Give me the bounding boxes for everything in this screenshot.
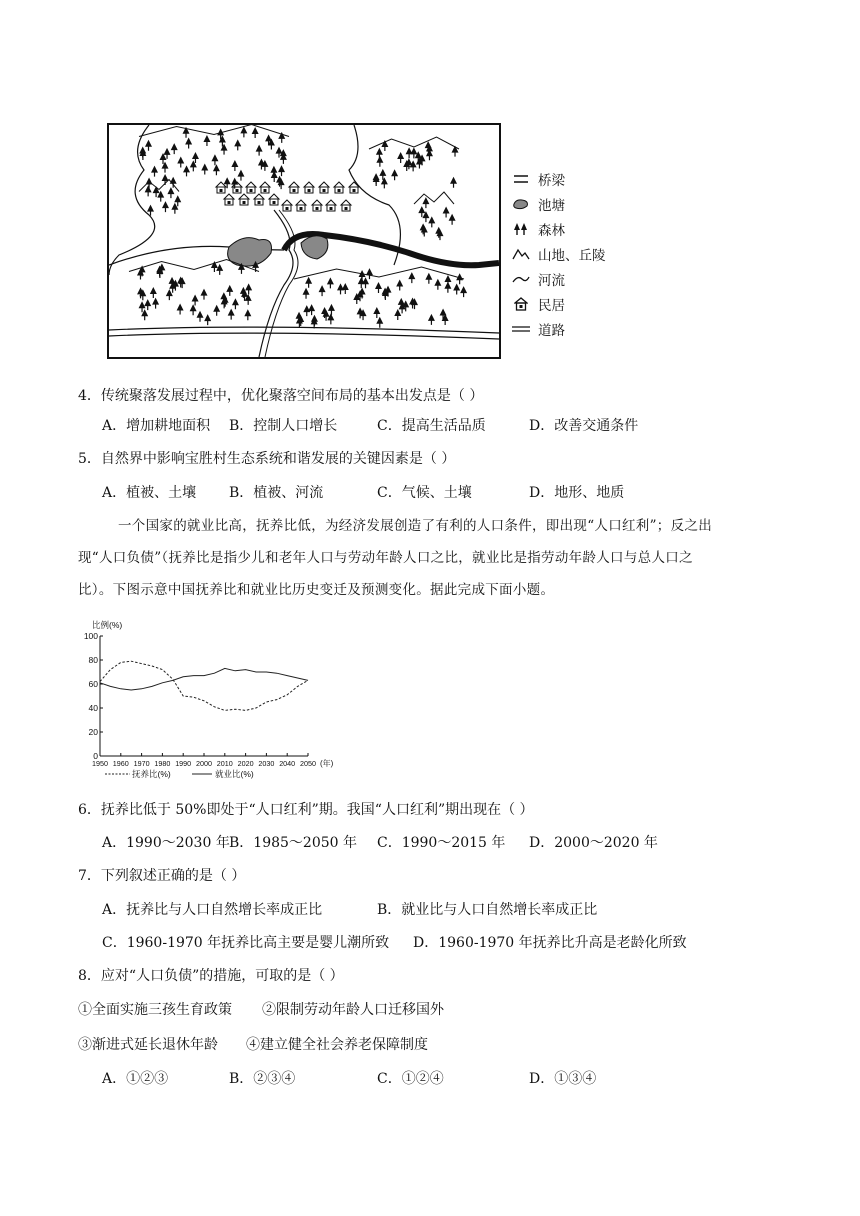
x-tick-label: 2010 [216, 759, 233, 768]
forest-tree [425, 273, 432, 284]
x-tick-label: 2050 [300, 759, 316, 768]
forest-tree [201, 164, 208, 175]
forest-tree [391, 169, 398, 180]
forest-tree [145, 185, 152, 196]
x-tick-label: 1970 [133, 759, 150, 768]
forest-tree [197, 311, 204, 322]
forest-tree [460, 286, 467, 297]
forest-tree [152, 298, 159, 309]
house-icon [512, 297, 530, 311]
forest-tree [328, 304, 335, 315]
y-tick-label: 60 [88, 679, 98, 689]
forest-tree [256, 145, 263, 156]
house [224, 194, 234, 205]
y-axis-label: 比例(%) [92, 620, 123, 630]
y-tick-label: 20 [88, 727, 98, 737]
q7-option-c[interactable]: C．1960-1970 年抚养比高主要是婴儿潮所致 [102, 935, 390, 951]
forest-tree [434, 279, 441, 290]
forest-tree [183, 165, 190, 176]
river-icon [512, 274, 530, 284]
forest-tree [258, 158, 265, 169]
forest-tree [166, 289, 173, 300]
forest-tree [150, 287, 157, 298]
forest-tree [373, 307, 380, 318]
forest-tree [337, 283, 344, 294]
forest-tree [211, 154, 218, 165]
forest-tree [213, 305, 220, 316]
house [260, 182, 270, 193]
question-5-stem: 5．自然界中影响宝胜村生态系统和谐发展的关键因素是（ ） [78, 451, 456, 467]
house [269, 194, 279, 205]
map-legend [512, 168, 606, 340]
x-tick-label: 2020 [237, 759, 254, 768]
q7-option-d[interactable]: D．1960-1970 年抚养比升高是老龄化所致 [413, 935, 687, 951]
forest-tree [213, 164, 220, 175]
forest-tree [327, 277, 334, 288]
forest-tree [203, 135, 210, 146]
q7-option-a[interactable]: A．抚养比与人口自然增长率成正比 [102, 902, 323, 918]
q6-option-a[interactable]: A．1990～2030 年 [102, 835, 230, 851]
q8-item-4: ④建立健全社会养老保障制度 [246, 1037, 428, 1053]
forest-tree [234, 139, 241, 150]
forest-tree [228, 309, 235, 320]
forest-tree [221, 144, 228, 155]
forest-tree [406, 147, 413, 158]
forest-tree [376, 317, 383, 328]
forest-tree [200, 289, 207, 300]
q5-option-a[interactable]: A．植被、土壤 [102, 485, 197, 501]
forest-tree [422, 197, 429, 208]
q5-option-d[interactable]: D．地形、地质 [529, 485, 625, 501]
q5-option-b[interactable]: B．植被、河流 [229, 485, 324, 501]
employment-ratio-line [100, 668, 308, 690]
dependency-ratio-line [100, 661, 308, 710]
forest-tree [381, 177, 388, 188]
y-tick-label: 40 [88, 703, 98, 713]
mountain-ridge [294, 267, 464, 279]
forest-tree [190, 304, 197, 315]
forest-tree [167, 187, 174, 198]
forest-tree [303, 288, 310, 299]
q5-option-c[interactable]: C．气候、土壤 [377, 485, 472, 501]
y-tick-label: 0 [93, 751, 98, 761]
forest-tree [394, 309, 401, 320]
x-axis-unit: (年) [320, 759, 334, 768]
forest-tree [231, 160, 238, 171]
q4-option-b[interactable]: B．控制人口增长 [229, 418, 338, 434]
q4-option-c[interactable]: C．提高生活品质 [377, 418, 486, 434]
forest-tree [177, 157, 184, 168]
forest-tree [232, 298, 239, 309]
q8-item-3: ③渐进式延长退休年龄 [78, 1037, 218, 1053]
forest-tree [219, 135, 226, 146]
legend-mountain: 山地、丘陵 [512, 243, 606, 265]
forest-tree [319, 285, 326, 296]
forest-tree [366, 268, 373, 279]
forest-tree [139, 149, 146, 160]
y-tick-label: 100 [84, 631, 98, 641]
legend-road: 道路 [512, 318, 606, 340]
legend-pond: 池塘 [512, 193, 606, 215]
house [289, 182, 299, 193]
forest-tree [373, 175, 380, 186]
question-6-stem: 6．抚养比低于 50%即处于“人口红利”期。我国“人口红利”期出现在（ ） [78, 802, 534, 818]
forest-icon [512, 222, 530, 236]
forest-tree [278, 165, 285, 176]
forest-tree [375, 282, 382, 293]
q7-option-b[interactable]: B．就业比与人口自然增长率成正比 [377, 902, 598, 918]
map-drawing [109, 125, 499, 357]
forest-tree [362, 277, 369, 288]
q6-option-d[interactable]: D．2000～2020 年 [529, 835, 658, 851]
x-tick-label: 2040 [279, 759, 296, 768]
mountain-ridge [414, 192, 454, 204]
forest-tree [450, 177, 457, 188]
legend-bridge: 桥梁 [512, 168, 606, 190]
forest-tree [240, 126, 247, 137]
house [254, 194, 264, 205]
forest-tree [192, 295, 199, 306]
forest-tree [379, 169, 386, 180]
x-tick-label: 2030 [258, 759, 275, 768]
passage-line-3: 比）。下图示意中国抚养比和就业比历史变迁及预测变化。据此完成下面小题。 [78, 582, 555, 598]
x-tick-label: 2000 [196, 759, 212, 768]
forest-tree [252, 127, 259, 138]
population-chart [84, 617, 364, 791]
x-tick-label: 1990 [175, 759, 192, 768]
question-8-stem: 8．应对“人口负债”的措施，可取的是（ ） [78, 968, 344, 984]
q8-option-d[interactable]: D．①③④ [529, 1071, 597, 1087]
forest-tree [237, 170, 244, 181]
y-tick-label: 80 [88, 655, 98, 665]
house [296, 200, 306, 211]
bridge-icon [512, 174, 530, 184]
forest-tree [145, 140, 152, 151]
forest-tree [305, 277, 312, 288]
passage-line-2: 现“人口负债”（抚养比是指少儿和老年人口与劳动年龄人口之比，就业比是指劳动年龄人口与总人口之 [78, 550, 693, 566]
forest-tree [408, 272, 415, 283]
question-4-stem: 4．传统聚落发展过程中，优化聚落空间布局的基本出发点是（ ） [78, 388, 484, 404]
forest-tree [449, 214, 456, 225]
house [341, 200, 351, 211]
forest-tree [308, 304, 315, 315]
forest-tree [204, 314, 211, 325]
forest-tree [162, 201, 169, 212]
forest-tree [397, 152, 404, 163]
forest-tree [444, 282, 451, 293]
x-tick-label: 1980 [154, 759, 171, 768]
village-map [107, 123, 501, 359]
forest-tree [396, 280, 403, 291]
q6-option-b[interactable]: B．1985～2050 年 [229, 835, 357, 851]
legend-house: 民居 [512, 293, 606, 315]
legend-employment-label: 就业比(%) [215, 769, 254, 779]
legend-forest: 森林 [512, 218, 606, 240]
small-river [109, 125, 155, 275]
q8-option-a[interactable]: A．①②③ [102, 1071, 169, 1087]
forest-tree [428, 314, 435, 325]
road-icon [512, 325, 530, 333]
house [282, 200, 292, 211]
forest-tree [244, 309, 251, 320]
road [109, 327, 499, 333]
chart-svg [84, 617, 364, 787]
house [304, 182, 314, 193]
forest-tree [453, 283, 460, 294]
pond-icon [512, 198, 530, 210]
x-tick-label: 1950 [92, 759, 108, 768]
passage [78, 510, 788, 606]
forest-tree [151, 166, 158, 177]
q8-item-2: ②限制劳动年龄人口迁移国外 [262, 1002, 444, 1018]
passage-line-1: 一个国家的就业比高，抚养比低，为经济发展创造了有利的人口条件，即出现“人口红利”；反之出 [118, 518, 713, 534]
mountain-ridge [139, 125, 289, 137]
house [326, 200, 336, 211]
q4-option-a[interactable]: A．增加耕地面积 [102, 418, 211, 434]
house [239, 194, 249, 205]
house [312, 200, 322, 211]
mountain-ridge [369, 137, 459, 149]
q4-option-d[interactable]: D．改善交通条件 [529, 418, 639, 434]
forest-tree [303, 305, 310, 316]
forest-tree [311, 317, 318, 328]
forest-tree [226, 285, 233, 296]
house [334, 182, 344, 193]
x-tick-label: 1960 [112, 759, 129, 768]
q8-option-c[interactable]: C．①②④ [377, 1071, 444, 1087]
house [246, 182, 256, 193]
forest-tree [376, 156, 383, 167]
forest-tree [171, 143, 178, 154]
q8-option-b[interactable]: B．②③④ [229, 1071, 296, 1087]
legend-dependency-label: 抚养比(%) [132, 769, 171, 779]
forest-tree [144, 299, 151, 310]
house [319, 182, 329, 193]
forest-tree [185, 137, 192, 148]
mountain-icon [512, 248, 530, 260]
legend-river: 河流 [512, 268, 606, 290]
q6-option-c[interactable]: C．1990～2015 年 [377, 835, 506, 851]
question-7-stem: 7．下列叙述正确的是（ ） [78, 868, 246, 884]
forest-tree [216, 264, 223, 275]
forest-tree [443, 207, 450, 218]
q8-item-1: ①全面实施三孩生育政策 [78, 1002, 232, 1018]
forest-tree [177, 304, 184, 315]
